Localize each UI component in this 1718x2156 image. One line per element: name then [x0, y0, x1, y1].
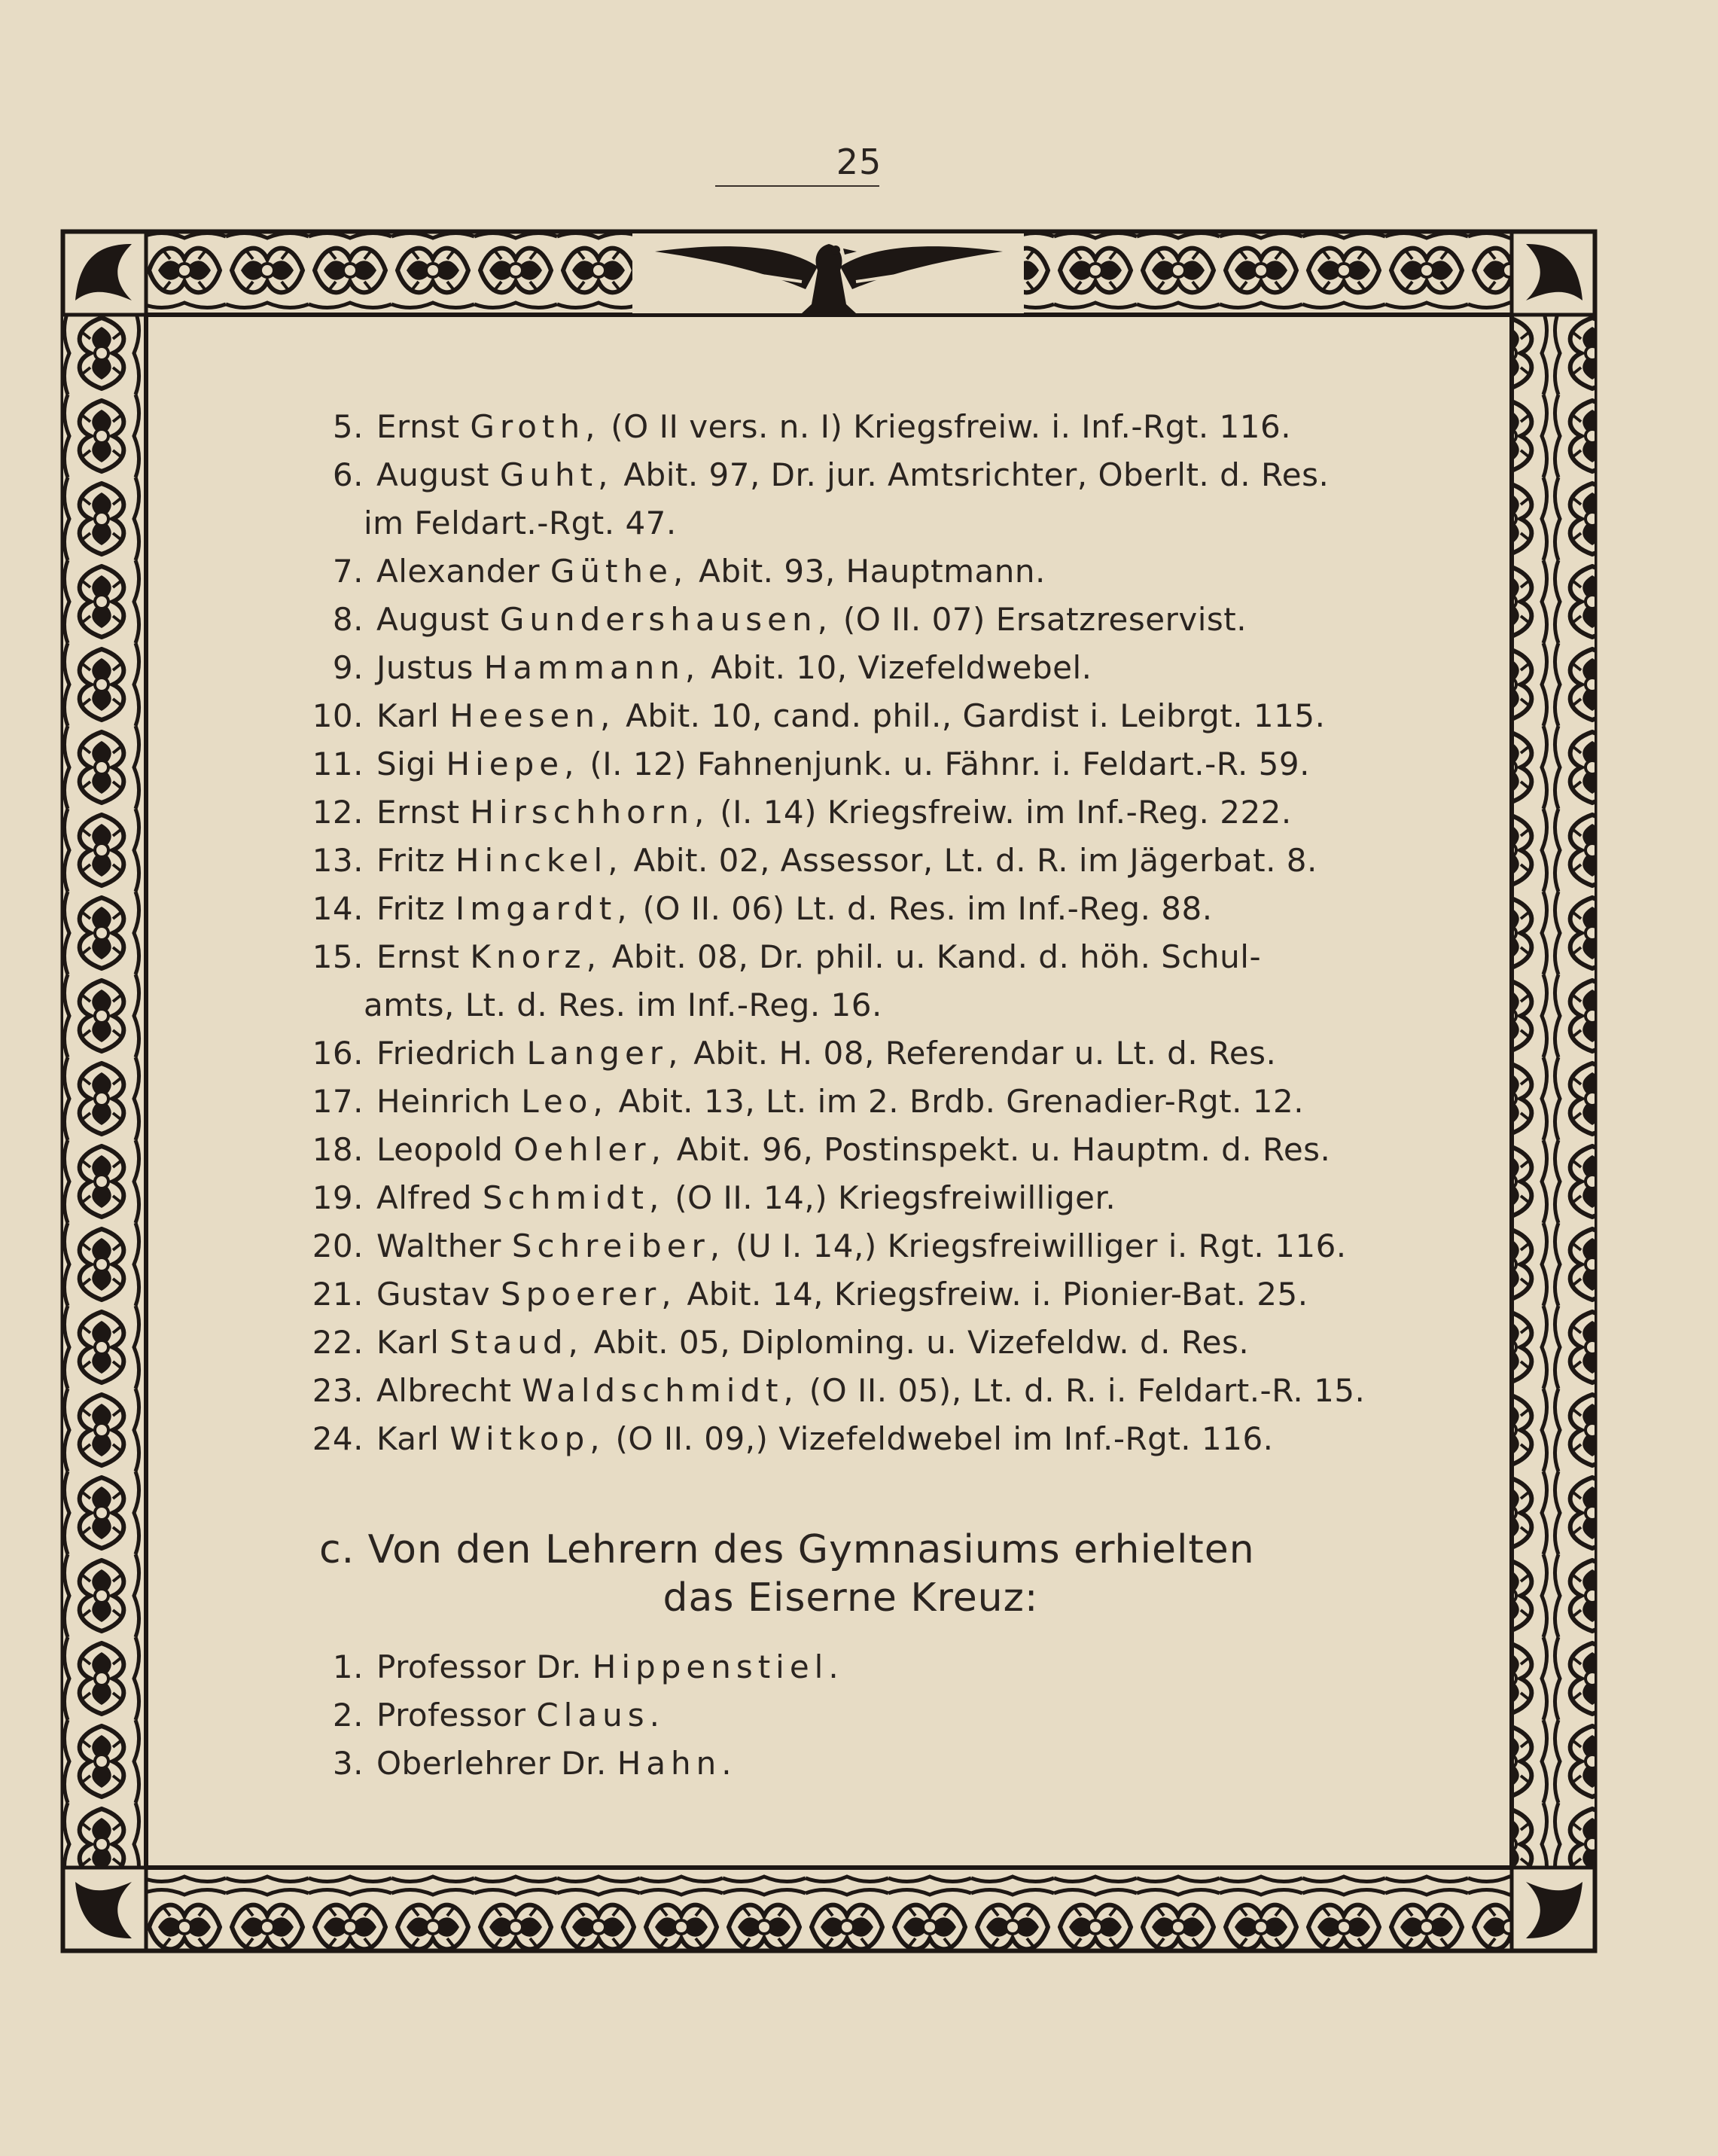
entry-text: Gustav Spoerer, Abit. 14, Kriegsfreiw. i. Pionier-Bat. 25.: [376, 1276, 1308, 1313]
entry-text: Leopold Oehler, Abit. 96, Postinspekt. u. Hauptm. d. Res.: [376, 1131, 1331, 1168]
list-item: [301, 788, 1355, 837]
entry-number: 1.: [332, 1648, 364, 1685]
entry-text: Alexander Güthe, Abit. 93, Hauptmann.: [376, 553, 1046, 590]
list-item: [301, 1029, 1355, 1078]
entry-continuation: amts, Lt. d. Res. im Inf.-Reg. 16.: [364, 987, 882, 1023]
entry-text: August Gundershausen, (O II. 07) Ersatzreservist.: [376, 601, 1247, 638]
list-item: [301, 1319, 1355, 1367]
entry-text: Karl Witkop, (O II. 09,) Vizefeldwebel im Inf.-Rgt. 116.: [376, 1420, 1274, 1457]
list-item: [301, 1078, 1355, 1126]
list-item: [301, 644, 1355, 692]
list-item: [301, 1415, 1355, 1463]
entry-number: 9.: [332, 649, 364, 686]
entry-number: 11.: [312, 746, 364, 782]
list-item-continuation: [301, 981, 1355, 1029]
list-item: [301, 596, 1355, 644]
list-item-continuation: [301, 499, 1355, 547]
entry-text: Fritz Hinckel, Abit. 02, Assessor, Lt. d. R. im Jägerbat. 8.: [376, 842, 1317, 879]
entry-number: 24.: [312, 1420, 364, 1457]
entry-text: Ernst Knorz, Abit. 08, Dr. phil. u. Kand. d. höh. Schul-: [376, 938, 1262, 975]
entry-text: Heinrich Leo, Abit. 13, Lt. im 2. Brdb. Grenadier-Rgt. 12.: [376, 1083, 1305, 1120]
teacher-list: [301, 1643, 1355, 1788]
list-item: [301, 1691, 1355, 1740]
entry-text: Professor Dr. Hippenstiel.: [376, 1648, 844, 1685]
entry-number: 18.: [312, 1131, 364, 1168]
entry-continuation: im Feldart.-Rgt. 47.: [364, 505, 677, 541]
entry-text: Professor Claus.: [376, 1697, 665, 1734]
eagle-icon: [632, 233, 1024, 313]
list-item: [301, 1270, 1355, 1319]
list-item: [301, 1126, 1355, 1174]
entry-number: 3.: [332, 1745, 364, 1782]
entry-text: Sigi Hiepe, (I. 12) Fahnenjunk. u. Fähnr. i. Feldart.-R. 59.: [376, 746, 1310, 782]
entry-text: Ernst Groth, (O II vers. n. I) Kriegsfreiw. i. Inf.-Rgt. 116.: [376, 408, 1292, 445]
entry-number: 13.: [312, 842, 364, 879]
entry-text: Walther Schreiber, (U I. 14,) Kriegsfreiwilliger i. Rgt. 116.: [376, 1227, 1347, 1264]
entry-number: 10.: [312, 697, 364, 734]
entry-number: 12.: [312, 794, 364, 831]
entry-number: 22.: [312, 1324, 364, 1361]
page-number-rule: [715, 185, 879, 187]
entry-text: Karl Staud, Abit. 05, Diploming. u. Vizefeldw. d. Res.: [376, 1324, 1250, 1361]
list-item: [301, 740, 1355, 788]
entry-text: Ernst Hirschhorn, (I. 14) Kriegsfreiw. im Inf.-Reg. 222.: [376, 794, 1292, 831]
entry-text: Karl Heesen, Abit. 10, cand. phil., Gardist i. Leibrgt. 115.: [376, 697, 1326, 734]
entry-text: Albrecht Waldschmidt, (O II. 05), Lt. d. R. i. Feldart.-R. 15.: [376, 1372, 1366, 1409]
list-item: [301, 1367, 1366, 1415]
entry-number: 8.: [332, 601, 364, 638]
entry-number: 17.: [312, 1083, 364, 1120]
entry-number: 15.: [312, 938, 364, 975]
entry-number: 20.: [312, 1227, 364, 1264]
list-item: [301, 403, 1355, 451]
list-item: [301, 885, 1355, 933]
entry-text: Friedrich Langer, Abit. H. 08, Referendar u. Lt. d. Res.: [376, 1035, 1277, 1072]
list-item: [301, 1222, 1355, 1270]
entry-number: 16.: [312, 1035, 364, 1072]
list-item: [301, 1643, 1355, 1691]
entry-text: August Guht, Abit. 97, Dr. jur. Amtsrichter, Oberlt. d. Res.: [376, 456, 1330, 493]
list-item: [301, 547, 1355, 596]
page-number: 25: [836, 142, 882, 182]
entry-text: Oberlehrer Dr. Hahn.: [376, 1745, 737, 1782]
entry-list: [301, 403, 1366, 1463]
list-item: [301, 1174, 1355, 1222]
list-item: [301, 692, 1355, 740]
section-heading-line1: c. Von den Lehrern des Gymnasiums erhielten: [319, 1527, 1255, 1572]
list-item: [301, 933, 1355, 981]
section-heading-line2: das Eiserne Kreuz:: [663, 1575, 1039, 1621]
entry-number: 5.: [332, 408, 364, 445]
entry-number: 6.: [332, 456, 364, 493]
section-heading: [301, 1526, 1355, 1622]
list-item: [301, 837, 1355, 885]
entry-number: 14.: [312, 890, 364, 927]
entry-text: Alfred Schmidt, (O II. 14,) Kriegsfreiwilliger.: [376, 1179, 1116, 1216]
entry-number: 19.: [312, 1179, 364, 1216]
entry-number: 2.: [332, 1697, 364, 1734]
list-item: [301, 1740, 1355, 1788]
entry-text: Fritz Imgardt, (O II. 06) Lt. d. Res. im Inf.-Reg. 88.: [376, 890, 1213, 927]
entry-number: 23.: [312, 1372, 364, 1409]
entry-number: 21.: [312, 1276, 364, 1313]
entry-number: 7.: [332, 553, 364, 590]
entry-text: Justus Hammann, Abit. 10, Vizefeldwebel.: [376, 649, 1092, 686]
list-item: [301, 451, 1355, 499]
